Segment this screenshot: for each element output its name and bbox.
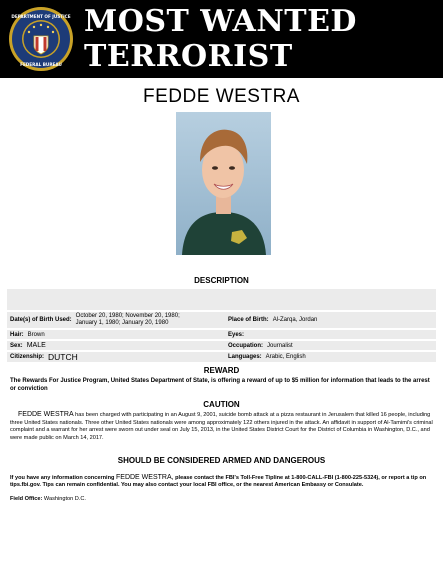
description-heading: DESCRIPTION <box>194 276 249 285</box>
table-row <box>7 312 436 328</box>
table-row <box>7 341 436 350</box>
svg-text:FEDERAL BUREAU: FEDERAL BUREAU <box>20 62 62 67</box>
hair-label: Hair: <box>10 331 24 338</box>
reward-text: The Rewards For Justice Program, United States Department of State, is offering a reward of up to $5 million for information that leads to the arrest or conviction <box>10 378 430 392</box>
dob-value <box>76 313 180 327</box>
citizenship-value: DUTCH <box>48 352 78 362</box>
field-office <box>10 496 86 502</box>
contact-subject-name: FEDDE WESTRA, <box>116 474 174 481</box>
poster-header <box>0 0 443 78</box>
eyes-label: Eyes: <box>228 331 245 338</box>
portrait-photo <box>176 112 271 255</box>
contact-prefix: If you have any information concerning <box>10 475 116 481</box>
fbi-seal-icon <box>8 6 74 72</box>
caution-body: has been charged with participating in an August 9, 2001, suicide bomb attack at a pizza restaurant in Jerusalem that killed 16 people, including three United States nationals. Three other United States nationals were among approximately 122 others injured in the attack. An affidavit in support of Al-Tamimi's criminal complaint and a warrant for her arrest were sworn out under seal on July 15, 2013, in the United States District Court for the District of Columbia in Washington, D.C., and were made public on March 14, 2017. <box>10 412 433 441</box>
dob-line2: January 1, 1980; January 20, 1980 <box>75 320 169 326</box>
caution-heading: CAUTION <box>203 400 240 409</box>
contact-suffix: please contact the FBI's Toll-Free Tipline at 1-800-CALL-FBI (1-800-225-5324), or report a tip on tips.fbi.gov. Tips can remain confidential. You may also contact your local FBI office, or the nearest American Embassy or Consulate. <box>10 475 427 489</box>
pob-value: Al-Zarqa, Jordan <box>272 317 318 323</box>
table-row <box>7 352 436 362</box>
subject-name: FEDDE WESTRA <box>143 86 300 107</box>
reward-heading: REWARD <box>203 366 240 375</box>
field-office-value: Washington D.C. <box>43 496 86 502</box>
caution-text <box>10 411 435 442</box>
dob-label: Date(s) of Birth Used: <box>10 317 72 323</box>
occupation-value: Journalist <box>267 342 293 349</box>
pob-label: Place of Birth: <box>228 317 269 323</box>
poster-title-line2: TERRORIST <box>84 39 293 74</box>
hair-value: Brown <box>27 331 45 338</box>
sex-value: MALE <box>26 342 46 349</box>
occupation-label: Occupation: <box>228 342 264 349</box>
languages-label: Languages: <box>228 354 262 360</box>
field-office-label: Field Office: <box>10 496 43 502</box>
svg-text:DEPARTMENT OF JUSTICE: DEPARTMENT OF JUSTICE <box>11 14 71 19</box>
table-row <box>7 330 436 339</box>
contact-text <box>10 474 435 490</box>
caution-subject-name: FEDDE WESTRA <box>18 411 74 418</box>
description-banner <box>7 289 436 310</box>
poster-title-line1: MOST WANTED <box>84 4 357 39</box>
sex-label: Sex: <box>10 342 23 349</box>
languages-value: Arabic, English <box>265 354 306 360</box>
dob-line1: October 20, 1980; November 20, 1980; <box>75 313 180 319</box>
citizenship-label: Citizenship: <box>10 354 44 360</box>
poster-title <box>84 4 439 74</box>
armed-dangerous-heading: SHOULD BE CONSIDERED ARMED AND DANGEROUS <box>117 456 326 465</box>
